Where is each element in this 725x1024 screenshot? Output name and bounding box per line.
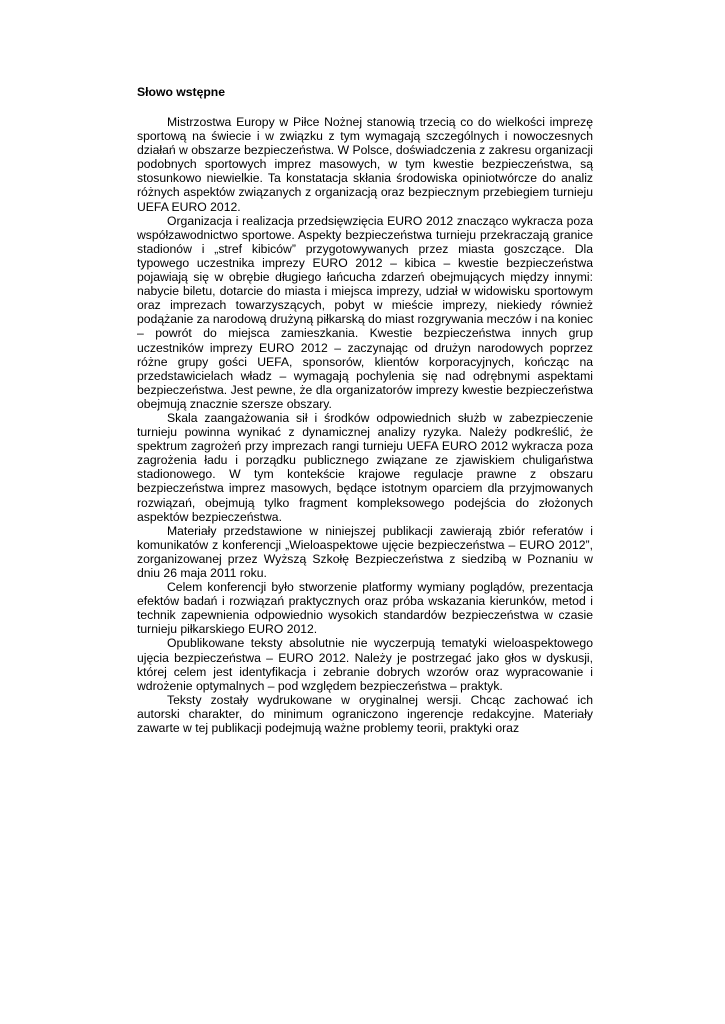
paragraph-2: Organizacja i realizacja przedsięwzięcia EURO 2012 znacząco wykracza poza współzawodnictwo sportowe. Aspekty bezpieczeństwa turnieju przekraczają granice stadionów i „stref kibiców” przygotowywanych przez miasta goszczące. Dla typowego uczestnika imprezy EURO 2012 – kibica – kwestie bezpieczeństwa pojawiają się w obrębie długiego łańcucha zdarzeń obejmujących między innymi: nabycie biletu, dotarcie do miasta i miejsca imprezy, udział w widowisku sportowym oraz imprezach towarzyszących, pobyt w mieście imprezy, niekiedy również podążanie za narodową drużyną piłkarską do miast rozgrywania meczów i na koniec – powrót do miejsca zamieszkania. Kwestie bezpieczeństwa innych grup uczestników imprezy EURO 2012 – zaczynając od drużyn narodowych poprzez różne grupy gości UEFA, sponsorów, klientów korporacyjnych, kończąc na przedstawicielach władz – wymagają pochylenia się nad odrębnymi aspektami bezpieczeństwa. Jest pewne, że dla organizatorów imprezy kwestie bezpieczeństwa obejmują znacznie szersze obszary. [137,213,593,411]
paragraph-1: Mistrzostwa Europy w Piłce Nożnej stanowią trzecią co do wielkości imprezę sportową na świecie i w związku z tym wymagają szczególnych i nowoczesnych działań w obszarze bezpieczeństwa. W Polsce, doświadczenia z zakresu organizacji podobnych sportowych imprez masowych, w tym kwestie bezpieczeństwa, są stosunkowo niewielkie. Ta konstatacja skłania środowiska opiniotwórcze do analiz różnych aspektów związanych z organizacją oraz bezpiecznym przebiegiem turnieju UEFA EURO 2012. [137,115,593,214]
paragraph-7: Teksty zostały wydrukowane w oryginalnej wersji. Chcąc zachować ich autorski charakter, do minimum ograniczono ingerencje redakcyjne. Materiały zawarte w tej publikacji podejmują ważne problemy teorii, praktyki oraz [137,692,593,736]
paragraph-6: Opublikowane teksty absolutnie nie wyczerpują tematyki wieloaspektowego ujęcia bezpieczeństwa – EURO 2012. Należy je postrzegać jako głos w dyskusji, której celem jest identyfikacja i zebranie dobrych wzorów oraz wypracowanie i wdrożenie optymalnych – pod względem bezpieczeństwa – praktyk. [137,636,593,693]
paragraph-3: Skala zaangażowania sił i środków odpowiednich służb w zabezpieczenie turnieju powinna wynikać z dynamicznej analizy ryzyka. Należy podkreślić, że spektrum zagrożeń przy imprezach rangi turnieju UEFA EURO 2012 wykracza poza zagrożenia ładu i porządku publicznego związane ze zjawiskiem chuligaństwa stadionowego. W tym kontekście krajowe regulacje prawne z obszaru bezpieczeństwa imprez masowych, będące istotnym oparciem dla przyjmowanych rozwiązań, obejmują tylko fragment kompleksowego podejścia do złożonych aspektów bezpieczeństwa. [137,410,593,524]
paragraph-4: Materiały przedstawione w niniejszej publikacji zawierają zbiór referatów i komunikatów z konferencji „Wieloaspektowe ujęcie bezpieczeństwa – EURO 2012”, zorganizowanej przez Wyższą Szkołę Bezpieczeństwa z siedzibą w Poznaniu w dniu 26 maja 2011 roku. [137,523,593,580]
section-heading: Słowo wstępne [137,85,226,99]
document-page [137,84,593,735]
paragraph-5: Celem konferencji było stworzenie platformy wymiany poglądów, prezentacja efektów badań i rozwiązań praktycznych oraz próba wskazania kierunków, metod i technik zapewnienia odpowiednio wysokich standardów bezpieczeństwa w czasie turnieju piłkarskiego EURO 2012. [137,580,593,637]
